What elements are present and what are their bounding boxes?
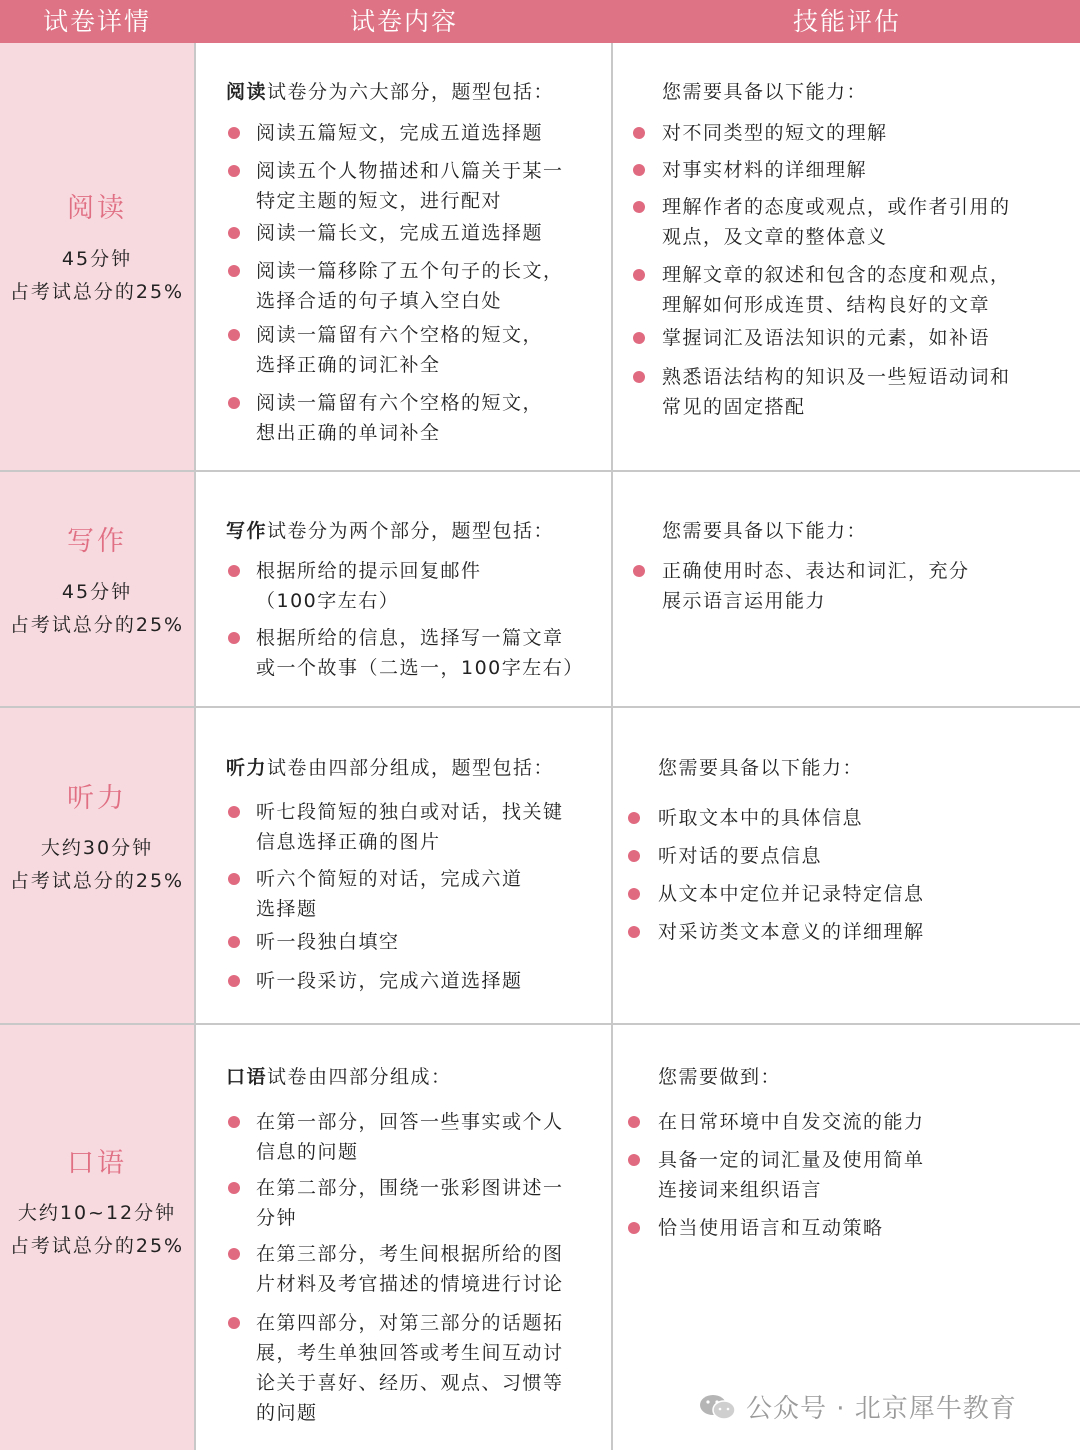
bullet-dot bbox=[228, 1116, 240, 1128]
skill-intro: 您需要具备以下能力： bbox=[662, 520, 868, 542]
bullet-dot bbox=[628, 926, 640, 938]
skill-intro: 您需要做到： bbox=[658, 1066, 782, 1088]
content-list-item bbox=[256, 623, 584, 683]
row-divider bbox=[0, 706, 1080, 708]
list-item-line: 连接词来组织语言 bbox=[658, 1179, 823, 1201]
content-list-item bbox=[256, 864, 523, 924]
list-item-line: 分钟 bbox=[256, 1207, 298, 1229]
content-list-item bbox=[256, 1107, 564, 1167]
content-list-item bbox=[256, 966, 523, 996]
bullet-dot bbox=[628, 1154, 640, 1166]
bullet-dot bbox=[228, 127, 240, 139]
list-item-line: 阅读一篇留有六个空格的短文， bbox=[256, 324, 544, 346]
bullet-dot bbox=[628, 1222, 640, 1234]
list-item-line: 理解如何形成连贯、结构良好的文章 bbox=[662, 294, 991, 316]
bullet-dot bbox=[228, 632, 240, 644]
list-item-line: 对事实材料的详细理解 bbox=[662, 159, 868, 181]
column-divider bbox=[194, 43, 196, 1450]
content-list-item bbox=[256, 388, 543, 448]
content-list-item bbox=[256, 556, 482, 616]
bullet-dot bbox=[633, 201, 645, 213]
bullet-dot bbox=[633, 127, 645, 139]
content-list-item bbox=[256, 218, 543, 248]
list-item-line: 熟悉语法结构的知识及一些短语动词和 bbox=[662, 366, 1011, 388]
list-item-line: 选择题 bbox=[256, 898, 318, 920]
bullet-dot bbox=[628, 888, 640, 900]
list-item-line: 在第二部分，围绕一张彩图讲述一 bbox=[256, 1177, 564, 1199]
skill-list-item bbox=[658, 1145, 925, 1205]
list-item-line: 信息选择正确的图片 bbox=[256, 831, 441, 853]
bullet-dot bbox=[228, 265, 240, 277]
content-list-item bbox=[256, 320, 543, 380]
list-item-line: 在日常环境中自发交流的能力 bbox=[658, 1111, 925, 1133]
bullet-dot bbox=[228, 936, 240, 948]
bullet-dot bbox=[228, 806, 240, 818]
skill-list-item bbox=[662, 155, 867, 185]
section-duration: 大约10~12分钟 bbox=[17, 1202, 177, 1224]
content-list-item bbox=[256, 1173, 564, 1233]
section-title-writing: 写作 bbox=[67, 526, 127, 557]
list-item-line: 选择正确的词汇补全 bbox=[256, 354, 441, 376]
header-skill-assessment: 技能评估 bbox=[792, 7, 901, 36]
bullet-dot bbox=[228, 975, 240, 987]
content-intro: 阅读试卷分为六大部分，题型包括： bbox=[226, 81, 555, 103]
skill-list-item bbox=[658, 803, 863, 833]
section-duration: 45分钟 bbox=[61, 248, 133, 270]
list-item-line: 片材料及考官描述的情境进行讨论 bbox=[256, 1273, 564, 1295]
content-list-item bbox=[256, 797, 564, 857]
content-list-item bbox=[256, 118, 543, 148]
skill-intro: 您需要具备以下能力： bbox=[662, 81, 868, 103]
list-item-line: 听对话的要点信息 bbox=[658, 845, 823, 867]
list-item-line: 正确使用时态、表达和词汇，充分 bbox=[662, 560, 970, 582]
bullet-dot bbox=[228, 873, 240, 885]
section-title-listening: 听力 bbox=[67, 783, 127, 814]
list-item-line: 阅读五个人物描述和八篇关于某一 bbox=[256, 160, 564, 182]
watermark-text: 公众号 · 北京犀牛教育 bbox=[746, 1394, 1017, 1424]
bullet-dot bbox=[228, 165, 240, 177]
list-item-line: 观点，及文章的整体意义 bbox=[662, 226, 888, 248]
list-item-line: 听一段采访，完成六道选择题 bbox=[256, 970, 523, 992]
list-item-line: 阅读一篇长文，完成五道选择题 bbox=[256, 222, 544, 244]
list-item-line: 展示语言运用能力 bbox=[662, 590, 827, 612]
content-intro: 听力试卷由四部分组成，题型包括： bbox=[226, 757, 555, 779]
list-item-line: 根据所给的提示回复邮件 bbox=[256, 560, 482, 582]
header-exam-details: 试卷详情 bbox=[42, 7, 151, 36]
section-title-speaking: 口语 bbox=[67, 1148, 127, 1179]
list-item-line: 对采访类文本意义的详细理解 bbox=[658, 921, 925, 943]
content-list-item bbox=[256, 256, 564, 316]
list-item-line: 理解作者的态度或观点，或作者引用的 bbox=[662, 196, 1011, 218]
header-exam-content: 试卷内容 bbox=[349, 7, 458, 36]
section-title-reading: 阅读 bbox=[67, 193, 127, 224]
content-intro: 写作试卷分为两个部分，题型包括： bbox=[226, 520, 555, 542]
bullet-dot bbox=[228, 329, 240, 341]
skill-list-item bbox=[658, 917, 925, 947]
bullet-dot bbox=[228, 565, 240, 577]
list-item-line: 听六个简短的对话，完成六道 bbox=[256, 868, 523, 890]
bullet-dot bbox=[633, 332, 645, 344]
list-item-line: 在第四部分，对第三部分的话题拓 bbox=[256, 1312, 564, 1334]
bullet-dot bbox=[228, 1248, 240, 1260]
row-divider bbox=[0, 1023, 1080, 1025]
list-item-line: 的问题 bbox=[256, 1402, 318, 1424]
skill-list-item bbox=[658, 879, 925, 909]
skill-list-item bbox=[658, 841, 822, 871]
list-item-line: 特定主题的短文，进行配对 bbox=[256, 190, 503, 212]
skill-list-item bbox=[662, 192, 1011, 252]
bullet-dot bbox=[228, 1317, 240, 1329]
list-item-line: 阅读五篇短文，完成五道选择题 bbox=[256, 122, 544, 144]
bullet-dot bbox=[633, 164, 645, 176]
bullet-dot bbox=[228, 1182, 240, 1194]
section-weight: 占考试总分的25% bbox=[9, 614, 185, 636]
list-item-line: 阅读一篇留有六个空格的短文， bbox=[256, 392, 544, 414]
list-item-line: 具备一定的词汇量及使用简单 bbox=[658, 1149, 925, 1171]
skill-list-item bbox=[658, 1213, 884, 1243]
content-intro: 口语试卷由四部分组成： bbox=[226, 1066, 452, 1088]
list-item-line: 选择合适的句子填入空白处 bbox=[256, 290, 503, 312]
bullet-dot bbox=[633, 269, 645, 281]
list-item-line: 听一段独白填空 bbox=[256, 931, 400, 953]
section-weight: 占考试总分的25% bbox=[9, 870, 185, 892]
skill-list-item bbox=[658, 1107, 925, 1137]
content-list-item bbox=[256, 1308, 564, 1428]
bullet-dot bbox=[633, 565, 645, 577]
list-item-line: 信息的问题 bbox=[256, 1141, 359, 1163]
section-weight: 占考试总分的25% bbox=[9, 1235, 185, 1257]
bullet-dot bbox=[628, 1116, 640, 1128]
bullet-dot bbox=[633, 371, 645, 383]
list-item-line: 理解文章的叙述和包含的态度和观点， bbox=[662, 264, 1011, 286]
skill-intro: 您需要具备以下能力： bbox=[658, 757, 864, 779]
list-item-line: 阅读一篇移除了五个句子的长文， bbox=[256, 260, 564, 282]
bullet-dot bbox=[628, 850, 640, 862]
list-item-line: 或一个故事（二选一，100字左右） bbox=[256, 657, 584, 679]
content-list-item bbox=[256, 927, 400, 957]
section-duration: 45分钟 bbox=[61, 581, 133, 603]
list-item-line: 从文本中定位并记录特定信息 bbox=[658, 883, 925, 905]
content-list-item bbox=[256, 1239, 564, 1299]
section-weight: 占考试总分的25% bbox=[9, 281, 185, 303]
skill-list-item bbox=[662, 323, 990, 353]
section-duration: 大约30分钟 bbox=[40, 837, 154, 859]
list-item-line: 听七段简短的独白或对话，找关键 bbox=[256, 801, 564, 823]
list-item-line: 听取文本中的具体信息 bbox=[658, 807, 864, 829]
table-header bbox=[0, 0, 1080, 43]
list-item-line: 掌握词汇及语法知识的元素，如补语 bbox=[662, 327, 991, 349]
wechat-icon bbox=[698, 1392, 738, 1422]
list-item-line: 对不同类型的短文的理解 bbox=[662, 122, 888, 144]
skill-list-item bbox=[662, 556, 970, 616]
list-item-line: （100字左右） bbox=[256, 590, 400, 612]
list-item-line: 恰当使用语言和互动策略 bbox=[658, 1217, 884, 1239]
bullet-dot bbox=[628, 812, 640, 824]
list-item-line: 想出正确的单词补全 bbox=[256, 422, 441, 444]
skill-list-item bbox=[662, 362, 1011, 422]
list-item-line: 展，考生单独回答或考生间互动讨 bbox=[256, 1342, 564, 1364]
list-item-line: 在第三部分，考生间根据所给的图 bbox=[256, 1243, 564, 1265]
skill-list-item bbox=[662, 260, 1011, 320]
list-item-line: 常见的固定搭配 bbox=[662, 396, 806, 418]
list-item-line: 根据所给的信息，选择写一篇文章 bbox=[256, 627, 564, 649]
column-divider bbox=[611, 43, 613, 1450]
bullet-dot bbox=[228, 227, 240, 239]
list-item-line: 论关于喜好、经历、观点、习惯等 bbox=[256, 1372, 564, 1394]
content-list-item bbox=[256, 156, 564, 216]
row-divider bbox=[0, 470, 1080, 472]
skill-list-item bbox=[662, 118, 888, 148]
bullet-dot bbox=[228, 397, 240, 409]
list-item-line: 在第一部分，回答一些事实或个人 bbox=[256, 1111, 564, 1133]
